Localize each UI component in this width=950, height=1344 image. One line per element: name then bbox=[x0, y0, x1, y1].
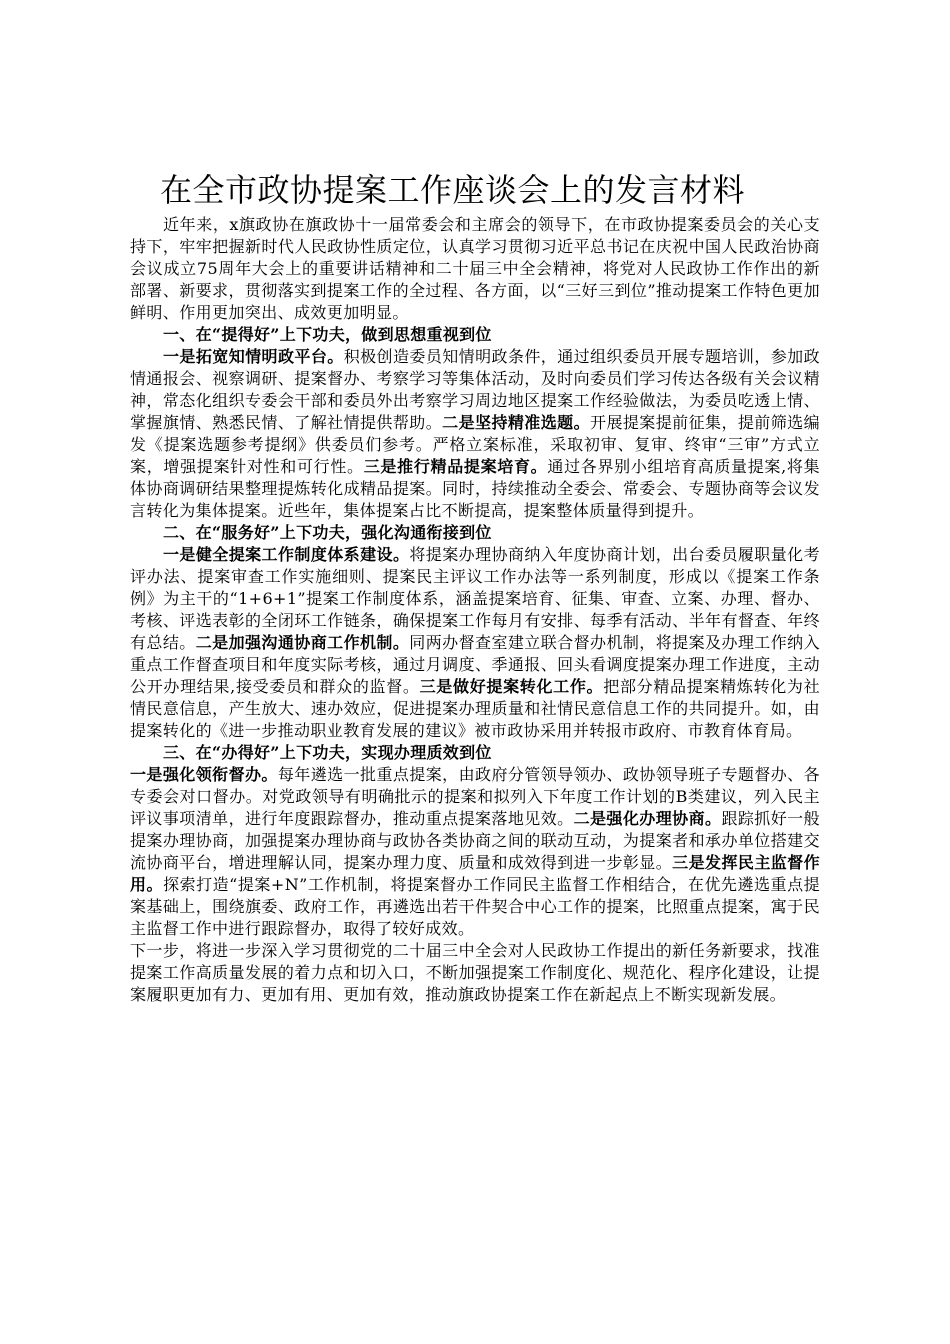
section-1-point-1-lead: 一是拓宽知情明政平台。 bbox=[163, 347, 344, 366]
section-2-point-3-lead: 三是做好提案转化工作。 bbox=[419, 677, 604, 696]
document-body bbox=[130, 170, 820, 1006]
section-1-point-3-lead: 三是推行精品提案培育。 bbox=[363, 457, 548, 476]
section-3-point-2-lead: 二是强化办理协商。 bbox=[573, 809, 722, 828]
section-3-point-2-text: 跟踪抓好一般提案办理协商，加强提案办理协商与政协各类协商之间的联动互动，为提案者和承办单位搭建交流协商平台，增进理解认同，提案办理力度、质量和成效得到进一步彰显。 bbox=[130, 809, 820, 872]
section-1-point-2-text: 开展提案提前征集，提前筛选编发《提案选题参考提纲》供委员们参考。严格立案标准，采取初审、复审、终审“三审”方式立案，增强提案针对性和可行性。 bbox=[130, 413, 820, 476]
section-3-point-1-lead: 一是强化领衔督办。 bbox=[130, 765, 278, 784]
intro-paragraph: 近年来，x旗政协在旗政协十一届常委会和主席会的领导下，在市政协提案委员会的关心支持下，牢牢把握新时代人民政协性质定位，认真学习贯彻习近平总书记在庆祝中国人民政治协商会议成立75周年大会上的重要讲话精神和二十届三中全会精神，将党对人民政协工作作出的新部署、新要求，贯彻落实到提案工作的全过程、各方面，以“三好三到位”推动提案工作特色更加鲜明、作用更加突出、成效更加明显。 bbox=[130, 215, 820, 322]
closing-paragraph: 下一步，将进一步深入学习贯彻党的二十届三中全会对人民政协工作提出的新任务新要求，找准提案工作高质量发展的着力点和切入口，不断加强提案工作制度化、规范化、程序化建设，让提案履职更加有力、更加有用、更加有效，推动旗政协提案工作在新起点上不断实现新发展。 bbox=[130, 941, 820, 1004]
section-2-heading: 二、在“服务好”上下功夫，强化沟通衔接到位 bbox=[163, 523, 492, 542]
section-1-paragraph bbox=[130, 346, 820, 522]
section-2-paragraph bbox=[130, 544, 820, 742]
section-3-heading: 三、在“办得好”上下功夫，实现办理质效到位 bbox=[163, 743, 492, 762]
section-3-point-3-text: 探索打造“提案+N”工作机制，将提案督办工作同民主监督工作相结合，在优先遴选重点提案基础上，围绕旗委、政府工作，再遴选出若干件契合中心工作的提案，比照重点提案，寓于民主监督工作中进行跟踪督办，取得了较好成效。 bbox=[130, 875, 820, 938]
section-2-point-1-text: 将提案办理协商纳入年度协商计划，出台委员履职量化考评办法、提案审查工作实施细则、提案民主评议工作办法等一系列制度，形成以《提案工作条例》为主干的“1+6+1”提案工作制度体系，涵盖提案培育、征集、审查、立案、办理、督办、考核、评选表彰的全闭环工作链条，确保提案工作每月有安排、每季有活动、半年有督查、年终有总结。 bbox=[130, 545, 820, 652]
section-2-point-1-lead: 一是健全提案工作制度体系建设。 bbox=[163, 545, 410, 564]
document-title: 在全市政协提案工作座谈会上的发言材料 bbox=[160, 171, 746, 209]
section-3-point-3-lead: 三是发挥民主监督作用。 bbox=[130, 853, 821, 894]
section-3-point-1-text: 每年遴选一批重点提案，由政府分管领导领办、政协领导班子专题督办、各专委会对口督办。对党政领导有明确批示的提案和拟列入下年度工作计划的B类建议，列入民主评议事项清单，进行年度跟踪督办，推动重点提案落地见效。 bbox=[130, 765, 821, 828]
section-2-point-2-text: 同两办督查室建立联合督办机制，将提案及办理工作纳入重点工作督查项目和年度实际考核，通过月调度、季通报、回头看调度提案办理工作进度，主动公开办理结果,接受委员和群众的监督。 bbox=[130, 633, 820, 696]
section-2-point-2-lead: 二是加强沟通协商工作机制。 bbox=[195, 633, 410, 652]
section-1-point-1-text: 积极创造委员知情明政条件，通过组织委员开展专题培训，参加政情通报会、视察调研、提案督办、考察学习等集体活动，及时向委员们学习传达各级有关会议精神，常态化组织专委会干部和委员外出考察学习周边地区提案工作经验做法，为委员吃透上情、掌握旗情、熟悉民情、了解社情提供帮助。 bbox=[130, 347, 820, 432]
section-1-point-3-text: 通过各界别小组培育高质量提案,将集体协商调研结果整理提炼转化成精品提案。同时，持续推动全委会、常委会、专题协商等会议发言转化为集体提案。近些年，集体提案占比不断提高，提案整体质量得到提升。 bbox=[130, 457, 820, 520]
section-1-point-2-lead: 二是坚持精准选题。 bbox=[442, 413, 591, 432]
section-3-paragraph bbox=[130, 764, 820, 940]
section-1-heading: 一、在“提得好”上下功夫，做到思想重视到位 bbox=[163, 325, 492, 344]
section-2-point-3-text: 把部分精品提案精炼转化为社情民意信息，产生放大、速办效应，促进提案办理质量和社情民意信息工作的共同提升。如，由提案转化的《进一步推动职业教育发展的建议》被市政协采用并转报市政府、市教育体育局。 bbox=[130, 677, 821, 740]
